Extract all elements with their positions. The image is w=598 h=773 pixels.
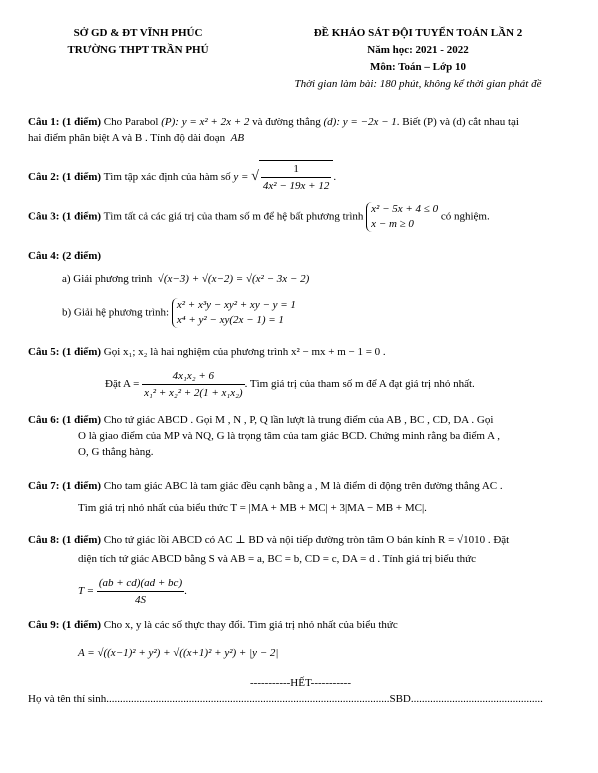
q6-line-2: O là giao điểm của MP và NQ, G là trọng tâm của tam giác BCD. Chứng minh rằng ba điểm A , bbox=[78, 430, 500, 442]
q8-line-2: diện tích tứ giác ABCD bằng S và AB = a, BC = b, CD = c, DA = d . Tính giá trị biểu thức bbox=[78, 553, 476, 565]
q5-expression bbox=[105, 368, 575, 401]
q5-num: 4x₁x₂ + 6 bbox=[142, 368, 245, 385]
question-4 bbox=[28, 248, 573, 264]
q8-t: T = bbox=[78, 585, 95, 598]
question-1 bbox=[28, 114, 573, 146]
q1-text-c: . Biết (P) và (d) cắt nhau tại bbox=[396, 116, 519, 128]
q4b-label: b) Giải hệ phương trình: bbox=[62, 306, 170, 319]
question-9 bbox=[28, 617, 573, 633]
q5-set: Đặt A = bbox=[105, 378, 140, 391]
school-year: Năm học: 2021 - 2022 bbox=[367, 44, 469, 56]
q8-num: (ab + cd)(ad + bc) bbox=[97, 575, 184, 592]
q8-label: Câu 8: (1 điểm) bbox=[28, 534, 102, 546]
q1-label: Câu 1: (1 điểm) bbox=[28, 116, 102, 128]
dept-name: SỞ GD & ĐT VĨNH PHÚC bbox=[73, 27, 203, 39]
q7-line-2: Tìm giá trị nhỏ nhất của biểu thức T = |MA + MB + MC| + 3|MA − MB + MC|. bbox=[78, 502, 427, 514]
end-mark: -----------HẾT----------- bbox=[250, 677, 351, 689]
q1-text-d: hai điểm phân biệt A và B . Tính độ dài đoạn bbox=[28, 132, 226, 144]
q6-label: Câu 6: (1 điểm) bbox=[28, 414, 102, 426]
q4-part-b bbox=[62, 298, 562, 328]
q1-line: (d): y = −2x − 1 bbox=[323, 116, 397, 128]
time-note: Thời gian làm bài: 180 phút, không kể thời gian phát đề bbox=[294, 78, 542, 90]
q3-label: Câu 3: (1 điểm) bbox=[28, 210, 102, 223]
candidate-footer: Họ và tên thí sinh.......................................................................................................SBD................................................ bbox=[28, 693, 543, 705]
subject: Môn: Toán – Lớp 10 bbox=[370, 61, 466, 73]
q8-line-1: Cho tứ giác lồi ABCD có AC ⊥ BD và nội tiếp đường tròn tâm O bán kính R = √1010 . Đặt bbox=[101, 534, 510, 546]
q5-label: Câu 5: (1 điểm) bbox=[28, 346, 102, 358]
question-8 bbox=[28, 532, 573, 570]
q4a-label: a) Giải phương trình bbox=[62, 273, 153, 285]
q2-fn: y = bbox=[233, 171, 249, 184]
question-7 bbox=[28, 478, 573, 522]
q2-text: Tìm tập xác định của hàm số bbox=[101, 171, 234, 184]
q1-parabola: (P): y = x² + 2x + 2 bbox=[161, 116, 250, 128]
q3-eq2: x − m ≥ 0 bbox=[371, 218, 414, 230]
q9-expression bbox=[78, 645, 528, 661]
q8-expression: T = $\frac{(ab + cd)(ad + bc)}{4S}$ . bbox=[78, 577, 187, 606]
q1-text-a: Cho Parabol bbox=[101, 116, 162, 128]
q3-tail: có nghiệm. bbox=[440, 210, 490, 223]
q4-label: Câu 4: (2 điểm) bbox=[28, 250, 102, 262]
school-name: TRƯỜNG THPT TRẦN PHÚ bbox=[67, 44, 209, 56]
question-6 bbox=[28, 412, 573, 460]
q1-text-b: và đường thẳng bbox=[249, 116, 324, 128]
q4-part-a bbox=[62, 271, 562, 287]
q3-eq1: x² − 5x + 4 ≤ 0 bbox=[371, 203, 439, 215]
q8-den: 4S bbox=[134, 594, 146, 606]
q2-num: 1 bbox=[261, 161, 331, 178]
q4b-eq2: x⁴ + y² − xy(2x − 1) = 1 bbox=[176, 314, 284, 326]
q1-ab: AB bbox=[230, 132, 245, 144]
exam-title: ĐỀ KHẢO SÁT ĐỘI TUYỂN TOÁN LẦN 2 bbox=[313, 27, 523, 39]
question-2: Câu 2: (1 điểm) Tìm tập xác định của hàm số y = √ $\frac{1}{\text{4x² − 19x + 12}}$ . bbox=[28, 160, 573, 194]
q4b-eq1: x² + x³y − xy² + xy − y = 1 bbox=[176, 299, 296, 311]
q5-text: Gọi x₁; x₂ là hai nghiệm của phương trình x² − mx + m − 1 = 0 . bbox=[101, 346, 386, 358]
q3-text: Tìm tất cả các giá trị của tham số m để hệ bất phương trình bbox=[101, 210, 364, 223]
q2-label: Câu 2: (1 điểm) bbox=[28, 171, 102, 184]
question-5 bbox=[28, 344, 573, 360]
q9-line-1: Cho x, y là các số thực thay đổi. Tìm giá trị nhỏ nhất của biểu thức bbox=[101, 619, 398, 631]
q9-label: Câu 9: (1 điểm) bbox=[28, 619, 102, 631]
q9-expr: A = √((x−1)² + y²) + √((x+1)² + y²) + |y − 2| bbox=[78, 647, 279, 659]
header-left bbox=[38, 25, 238, 59]
q7-line-1: Cho tam giác ABC là tam giác đều cạnh bằng a , M là điểm di động trên đường thẳng AC . bbox=[101, 480, 503, 492]
q5-den: x₁² + x₂² + 2(1 + x₁x₂) bbox=[144, 387, 243, 399]
q6-line-1: Cho tứ giác ABCD . Gọi M , N , P, Q lần lượt là trung điểm của AB , BC , CD, DA . Gọi bbox=[101, 414, 494, 426]
q2-den: 4x² − 19x + 12 bbox=[262, 180, 330, 192]
q5-tail: . Tìm giá trị của tham số m để A đạt giá trị nhỏ nhất. bbox=[244, 378, 475, 391]
q7-label: Câu 7: (1 điểm) bbox=[28, 480, 102, 492]
q6-line-3: O, G thẳng hàng. bbox=[78, 446, 154, 458]
question-3 bbox=[28, 202, 573, 232]
q4a-eq: √(x−3) + √(x−2) = √(x² − 3x − 2) bbox=[157, 273, 310, 285]
header-right bbox=[268, 25, 568, 93]
